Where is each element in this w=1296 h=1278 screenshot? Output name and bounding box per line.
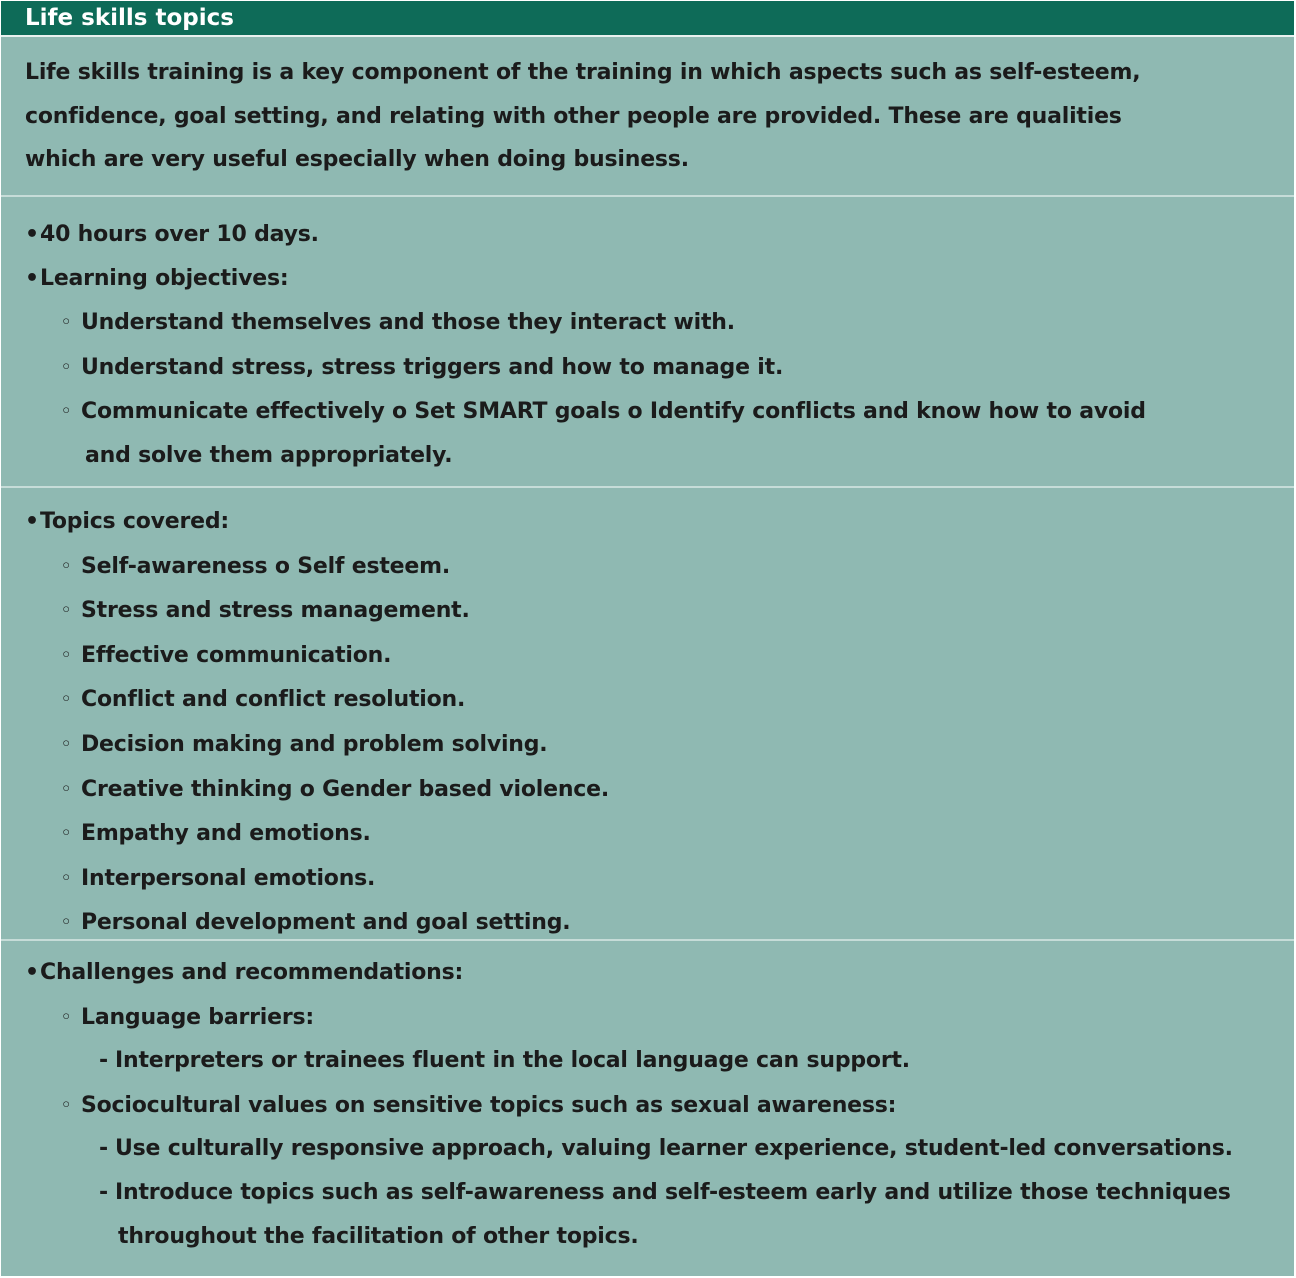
recommendation-continuation: throughout the facilitation of other topics.	[118, 1223, 639, 1249]
topic-item: ◦ Stress and stress management.	[25, 588, 1294, 633]
objectives-heading	[25, 257, 1294, 301]
objectives-label: Learning objectives:	[40, 265, 289, 291]
circle-bullet-icon: ◦	[61, 644, 72, 664]
challenges-section	[1, 941, 1294, 1276]
challenges-label: Challenges and recommendations:	[40, 960, 464, 985]
duration-text: 40 hours over 10 days.	[40, 222, 319, 247]
objective-item: ◦ Understand stress, stress triggers and how to manage it.	[25, 345, 1294, 390]
intro-line: confidence, goal setting, and relating with other people are provided. These are qualities	[25, 103, 1122, 129]
topics-label: Topics covered:	[40, 509, 230, 534]
circle-bullet-icon: ◦	[61, 600, 72, 620]
circle-bullet-icon: ◦	[61, 778, 72, 798]
bullet-icon: •	[25, 509, 39, 534]
topic-item: ◦ Creative thinking o Gender based violence.	[25, 767, 1294, 812]
recommendation-item: - Interpreters or trainees fluent in the local language can support.	[25, 1039, 1294, 1083]
duration-item	[25, 213, 1294, 257]
topic-item: ◦ Empathy and emotions.	[25, 811, 1294, 856]
objective-item: ◦ Understand themselves and those they interact with.	[25, 300, 1294, 345]
topic-item: ◦ Self-awareness o Self esteem.	[25, 544, 1294, 589]
topic-item: ◦ Effective communication.	[25, 633, 1294, 678]
circle-bullet-icon: ◦	[61, 1006, 72, 1026]
intro-section	[1, 37, 1294, 197]
topic-item: ◦ Personal development and goal setting.	[25, 900, 1294, 945]
challenges-heading	[25, 951, 1294, 995]
dash-icon: -	[99, 1136, 108, 1162]
bullet-icon: •	[25, 222, 39, 247]
circle-bullet-icon: ◦	[61, 823, 72, 843]
circle-bullet-icon: ◦	[61, 912, 72, 932]
dash-icon: -	[99, 1179, 108, 1205]
box-title: Life skills topics	[1, 1, 1294, 37]
topic-item: ◦ Interpersonal emotions.	[25, 856, 1294, 901]
intro-line: Life skills training is a key component of the training in which aspects such as self-esteem,	[25, 60, 1141, 85]
circle-bullet-icon: ◦	[61, 356, 72, 376]
life-skills-box	[1, 1, 1294, 1276]
topic-item: ◦ Decision making and problem solving.	[25, 722, 1294, 767]
topics-heading	[25, 500, 1294, 544]
objective-item: ◦ Communicate effectively o Set SMART goals o Identify conflicts and know how to avoid	[25, 389, 1294, 434]
topic-item: ◦ Conflict and conflict resolution.	[25, 677, 1294, 722]
circle-bullet-icon: ◦	[61, 733, 72, 753]
intro-line: which are very useful especially when doing business.	[25, 147, 689, 173]
circle-bullet-icon: ◦	[61, 312, 72, 332]
circle-bullet-icon: ◦	[61, 401, 72, 421]
objective-continuation: and solve them appropriately.	[85, 442, 453, 468]
circle-bullet-icon: ◦	[61, 1094, 72, 1114]
circle-bullet-icon: ◦	[61, 555, 72, 575]
bullet-icon: •	[25, 265, 39, 291]
recommendation-item: - Use culturally responsive approach, valuing learner experience, student-led conversations.	[25, 1127, 1294, 1171]
topics-section	[1, 488, 1294, 941]
bullet-icon: •	[25, 960, 39, 985]
challenge-item: ◦ Sociocultural values on sensitive topics such as sexual awareness:	[25, 1083, 1294, 1128]
dash-icon: -	[99, 1048, 108, 1074]
duration-section	[1, 197, 1294, 488]
circle-bullet-icon: ◦	[61, 867, 72, 887]
recommendation-item: - Introduce topics such as self-awareness and self-esteem early and utilize those techniques	[25, 1171, 1294, 1215]
challenge-item: ◦ Language barriers:	[25, 995, 1294, 1040]
circle-bullet-icon: ◦	[61, 689, 72, 709]
